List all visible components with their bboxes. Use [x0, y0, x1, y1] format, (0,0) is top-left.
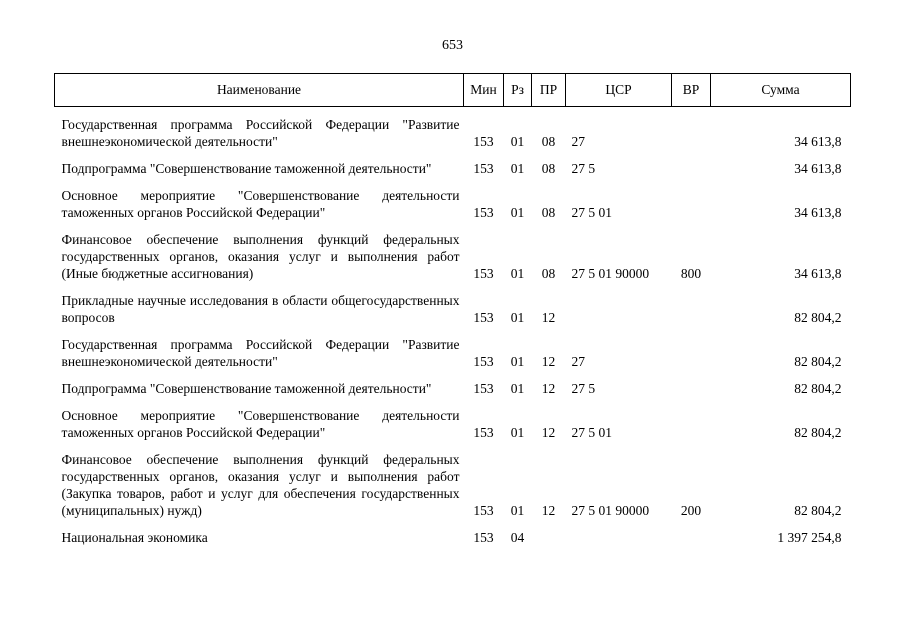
cell-rz: 01: [510, 161, 525, 176]
cell-sum: 82 804,2: [794, 425, 842, 440]
cell-pr: 08: [541, 205, 556, 220]
cell-min: 153: [473, 310, 494, 325]
table-row: [55, 529, 851, 546]
table-row: [55, 231, 851, 282]
header-rz: Рз: [504, 74, 532, 107]
cell-sum: 34 613,8: [794, 134, 842, 149]
row-spacer-cell: [55, 282, 851, 292]
cell-vr: [672, 407, 711, 441]
cell-pr: 12: [541, 425, 556, 440]
cell-pr: 08: [541, 266, 556, 281]
cell-vr: 800: [680, 266, 702, 281]
cell-pr: 08: [541, 161, 556, 176]
cell-rz: 01: [510, 205, 525, 220]
cell-sum: 1 397 254,8: [777, 530, 842, 545]
row-spacer: [55, 221, 851, 231]
table-row: [55, 292, 851, 326]
cell-min: 153: [473, 134, 494, 149]
cell-pr: [532, 529, 566, 546]
cell-vr: [672, 380, 711, 397]
cell-name: Прикладные научные исследования в области общегосударственных вопросов: [61, 293, 460, 325]
cell-vr: [672, 529, 711, 546]
cell-rz: 01: [510, 503, 525, 518]
row-spacer-cell: [55, 326, 851, 336]
cell-sum: 34 613,8: [794, 266, 842, 281]
cell-name: Финансовое обеспечение выполнения функций федеральных государственных органов, оказания услуг и выполнения работ (Иные бюджетные ассигнования): [61, 232, 460, 281]
header-csr: ЦСР: [566, 74, 672, 107]
cell-name: Государственная программа Российской Федерации "Развитие внешнеэкономической деятельности": [61, 117, 460, 149]
cell-rz: 01: [510, 425, 525, 440]
cell-csr: 27: [571, 134, 585, 149]
row-spacer-cell: [55, 397, 851, 407]
cell-name: Национальная экономика: [61, 530, 208, 545]
row-spacer: [55, 441, 851, 451]
row-spacer: [55, 107, 851, 117]
cell-rz: 01: [510, 310, 525, 325]
cell-vr: [672, 160, 711, 177]
cell-sum: 82 804,2: [794, 503, 842, 518]
row-spacer: [55, 326, 851, 336]
table-body: [55, 107, 851, 547]
cell-csr: 27 5 01 90000: [571, 503, 650, 518]
cell-name: Основное мероприятие "Совершенствование деятельности таможенных органов Российской Федерации": [61, 188, 460, 220]
cell-vr: [672, 336, 711, 370]
cell-name: Финансовое обеспечение выполнения функций федеральных государственных органов, оказания услуг и выполнения работ (Закупка товаров, работ и услуг для обеспечения государственных (муниципальных) нужд): [61, 452, 460, 518]
row-spacer-cell: [55, 221, 851, 231]
table-row: [55, 451, 851, 519]
cell-name: Подпрограмма "Совершенствование таможенной деятельности": [61, 161, 432, 176]
row-spacer-cell: [55, 519, 851, 529]
cell-csr: 27 5 01 90000: [571, 266, 650, 281]
row-spacer: [55, 282, 851, 292]
cell-csr: 27: [571, 354, 585, 369]
table-row: [55, 380, 851, 397]
row-spacer: [55, 177, 851, 187]
cell-csr: 27 5: [571, 381, 596, 396]
row-spacer: [55, 397, 851, 407]
cell-vr: [672, 116, 711, 150]
row-spacer-cell: [55, 177, 851, 187]
cell-min: 153: [473, 266, 494, 281]
cell-vr: [672, 292, 711, 326]
cell-name: Основное мероприятие "Совершенствование деятельности таможенных органов Российской Федерации": [61, 408, 460, 440]
table-row: [55, 336, 851, 370]
cell-csr: 27 5 01: [571, 205, 612, 220]
table-row: [55, 407, 851, 441]
table-header: [55, 74, 851, 107]
cell-name: Подпрограмма "Совершенствование таможенной деятельности": [61, 381, 432, 396]
cell-pr: 12: [541, 503, 556, 518]
row-spacer: [55, 370, 851, 380]
cell-min: 153: [473, 205, 494, 220]
cell-min: 153: [473, 381, 494, 396]
header-sum: Сумма: [711, 74, 851, 107]
header-pr: ПР: [532, 74, 566, 107]
header-vr: ВР: [672, 74, 711, 107]
cell-sum: 82 804,2: [794, 381, 842, 396]
cell-csr: [566, 529, 672, 546]
cell-min: 153: [473, 161, 494, 176]
cell-rz: 04: [510, 530, 525, 545]
cell-min: 153: [473, 425, 494, 440]
cell-rz: 01: [510, 266, 525, 281]
cell-rz: 01: [510, 354, 525, 369]
cell-pr: 08: [541, 134, 556, 149]
table-row: [55, 116, 851, 150]
cell-rz: 01: [510, 134, 525, 149]
table-row: [55, 187, 851, 221]
cell-rz: 01: [510, 381, 525, 396]
cell-vr: [672, 187, 711, 221]
cell-sum: 34 613,8: [794, 205, 842, 220]
row-spacer: [55, 150, 851, 160]
cell-vr: 200: [680, 503, 702, 518]
table-row: [55, 160, 851, 177]
cell-csr: [566, 292, 672, 326]
cell-pr: 12: [541, 381, 556, 396]
header-name: Наименование: [55, 74, 464, 107]
budget-table: [54, 73, 851, 546]
header-min: Мин: [464, 74, 504, 107]
cell-sum: 34 613,8: [794, 161, 842, 176]
cell-name: Государственная программа Российской Федерации "Развитие внешнеэкономической деятельности": [61, 337, 460, 369]
cell-pr: 12: [541, 354, 556, 369]
row-spacer: [55, 519, 851, 529]
row-spacer-cell: [55, 150, 851, 160]
row-spacer-cell: [55, 370, 851, 380]
cell-sum: 82 804,2: [794, 354, 842, 369]
row-spacer-cell: [55, 107, 851, 117]
page-number: 653: [442, 38, 463, 53]
cell-min: 153: [473, 503, 494, 518]
row-spacer-cell: [55, 441, 851, 451]
cell-csr: 27 5: [571, 161, 596, 176]
cell-min: 153: [473, 530, 494, 545]
cell-min: 153: [473, 354, 494, 369]
cell-pr: 12: [541, 310, 556, 325]
cell-csr: 27 5 01: [571, 425, 612, 440]
cell-sum: 82 804,2: [794, 310, 842, 325]
